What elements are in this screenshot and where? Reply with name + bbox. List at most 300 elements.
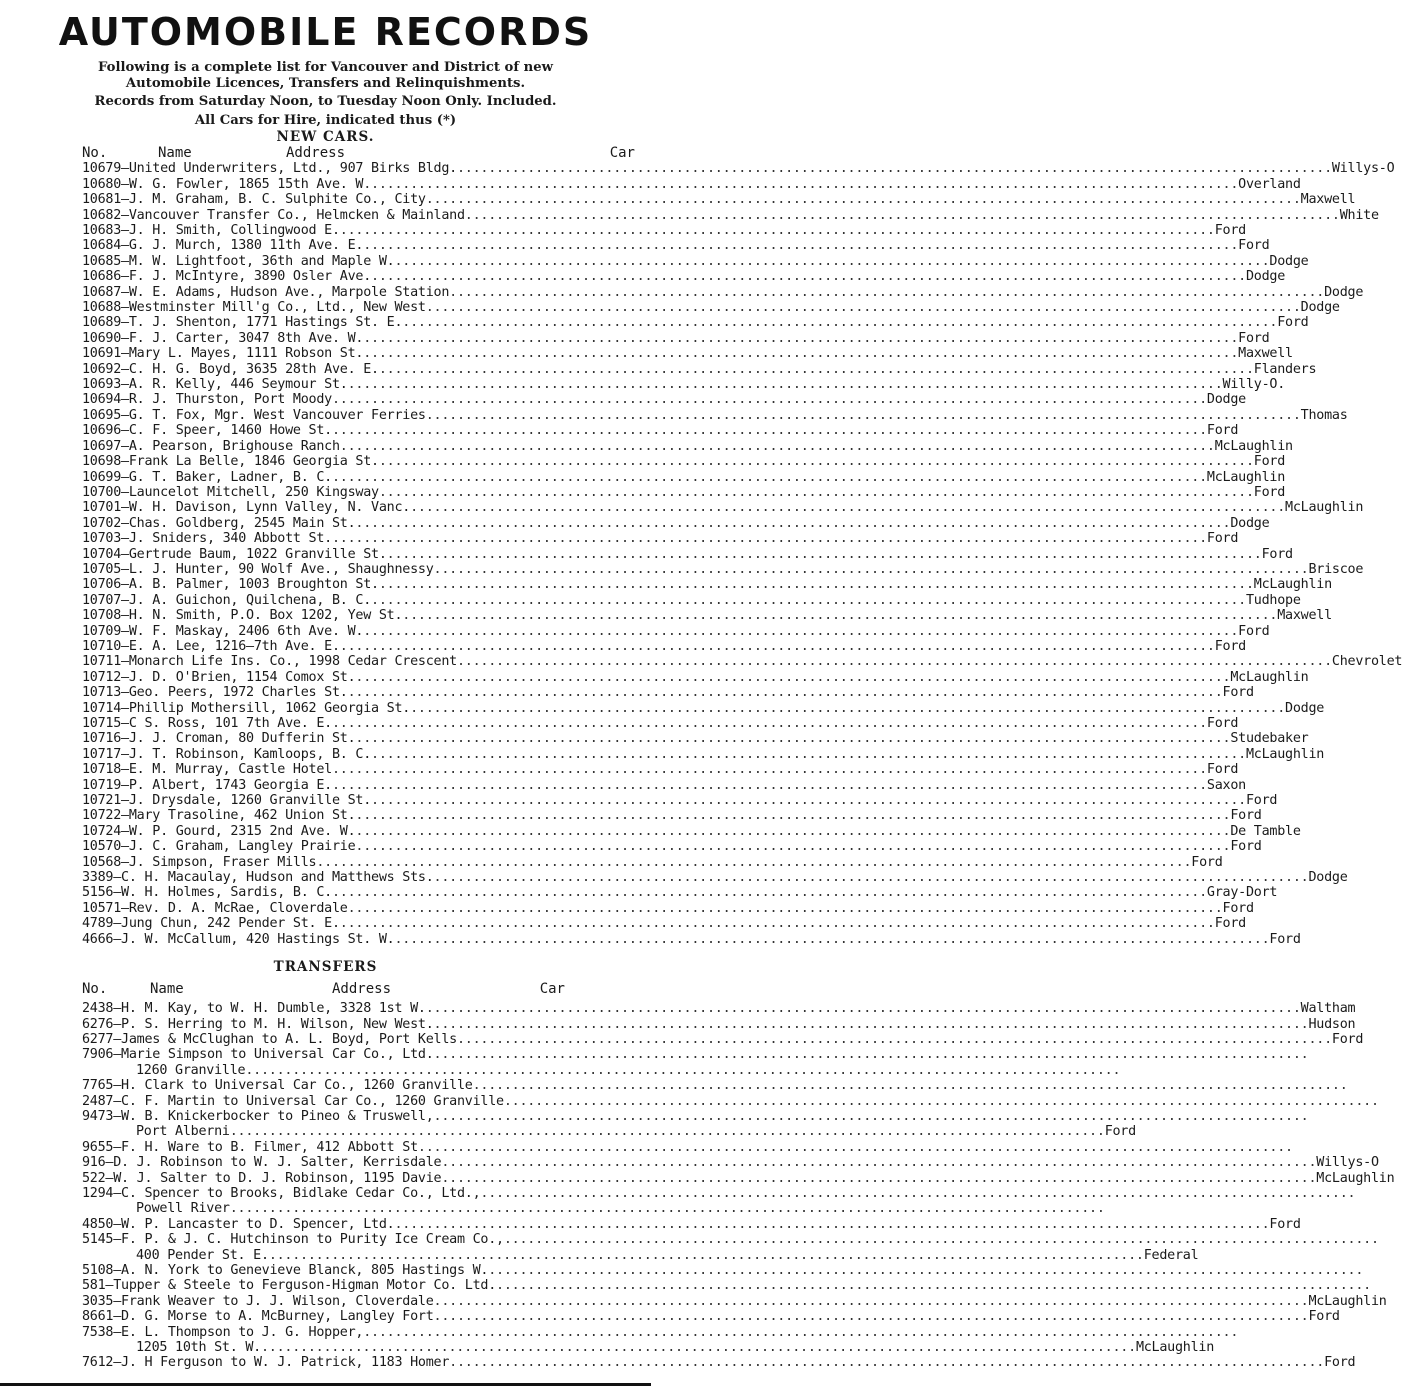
new-car-car-make: Dodge	[1245, 269, 1286, 285]
leader-dots	[363, 1325, 1238, 1340]
new-car-row	[82, 731, 1309, 747]
new-car-row	[82, 253, 1309, 269]
leader-dots	[394, 932, 1269, 947]
new-car-row	[82, 777, 1246, 793]
new-car-row	[82, 484, 1286, 500]
transfer-car-make: Ford	[1324, 1355, 1356, 1371]
new-car-entry-text: 10706—A. B. Palmer, 1003 Broughton St.	[82, 577, 379, 593]
new-car-entry-text: 10681—J. M. Graham, B. C. Sulphite Co., City	[82, 192, 426, 208]
leader-dots	[332, 392, 1207, 407]
leader-dots	[480, 1186, 1355, 1201]
new-car-entry-text: 10708—H. N. Smith, P.O. Box 1202, Yew St.	[82, 608, 403, 624]
new-car-row	[82, 346, 1293, 362]
transfer-entry-text: 7906—Marie Simpson to Universal Car Co., Ltd.	[82, 1047, 434, 1063]
new-car-entry-text: 10711—Monarch Life Ins. Co., 1998 Cedar Crescent	[82, 654, 457, 670]
leader-dots	[363, 624, 1238, 639]
new-car-car-make: Gray-Dort	[1206, 885, 1278, 901]
new-car-car-make: Dodge	[1269, 253, 1309, 269]
new-car-car-make: Ford	[1222, 900, 1254, 916]
new-car-car-make: Ford	[1238, 238, 1270, 254]
new-car-entry-text: 10717—J. T. Robinson, Kamloops, B. C.	[82, 746, 372, 762]
leader-dots	[332, 762, 1207, 777]
new-car-row	[82, 223, 1246, 238]
new-car-row	[82, 654, 1402, 670]
new-car-car-make: White	[1339, 207, 1379, 223]
transfer-row	[82, 1047, 639, 1062]
transfer-car-make: Hudson	[1308, 1016, 1356, 1032]
leader-dots	[457, 1032, 1332, 1047]
leader-dots	[379, 362, 1254, 377]
leader-dots	[426, 300, 1301, 315]
transfer-car-make: Federal	[1143, 1247, 1199, 1263]
new-car-entry-text: 5156—W. H. Holmes, Sardis, B. C.	[82, 885, 332, 901]
new-car-car-make: Ford	[1277, 315, 1309, 331]
leader-dots	[348, 901, 1223, 916]
leader-dots	[496, 1278, 1371, 1293]
transfer-row	[82, 1355, 1356, 1371]
col-address: Address	[332, 981, 392, 998]
new-car-car-make: Tudhope	[1245, 592, 1301, 608]
leader-dots	[434, 1309, 1309, 1324]
new-car-car-make: Maxwell	[1238, 346, 1293, 362]
transfer-row	[82, 1170, 1395, 1186]
transfer-car-make: Waltham	[1300, 1001, 1356, 1017]
new-car-row	[82, 746, 1325, 762]
transfer-car-make: Ford	[1331, 1031, 1364, 1047]
col-car: Car	[609, 145, 635, 162]
new-car-entry-text: 10690—F. J. Carter, 3047 8th Ave. W.	[82, 330, 364, 346]
transfer-row	[82, 1186, 639, 1201]
new-car-entry-text: 10683—J. H. Smith, Collingwood E.	[82, 223, 340, 238]
new-car-row	[82, 407, 1348, 423]
leader-dots	[371, 793, 1246, 808]
new-car-entry-text: 10713—Geo. Peers, 1972 Charles St.	[82, 685, 348, 701]
transfer-entry-text: Powell River	[136, 1201, 230, 1217]
new-cars-list	[82, 161, 1402, 947]
transfers-column-headers	[82, 981, 635, 997]
transfer-row	[82, 1263, 639, 1278]
new-car-car-make: McLaughlin	[1206, 469, 1286, 485]
new-car-entry-text: 10701—W. H. Davison, Lynn Valley, N. Vanc.	[82, 500, 411, 516]
new-car-row	[82, 330, 1270, 346]
leader-dots	[402, 315, 1277, 330]
transfer-row	[82, 1247, 1199, 1263]
new-car-row	[82, 900, 1254, 916]
new-car-row	[82, 638, 1246, 654]
transfer-car-make: Ford	[1104, 1124, 1136, 1140]
new-car-entry-text: 10716—J. J. Croman, 80 Dufferin St.	[82, 731, 356, 747]
transfer-entry-text: 5108—A. N. York to Genevieve Blanck, 805 Hastings W.	[82, 1263, 489, 1278]
bottom-rule	[0, 1383, 651, 1386]
transfer-entry-text: Port Alberni	[136, 1124, 230, 1140]
leader-dots	[418, 1140, 1293, 1155]
transfer-row	[82, 1078, 639, 1093]
new-car-entry-text: 10696—C. F. Speer, 1460 Howe St.	[82, 423, 332, 439]
leader-dots	[332, 423, 1207, 438]
new-car-row	[82, 839, 1262, 855]
transfer-car-make: McLaughlin	[1308, 1293, 1387, 1309]
new-car-entry-text: 10692—C. H. G. Boyd, 3635 28th Ave. E.	[82, 361, 379, 377]
new-car-entry-text: 10715—C S. Ross, 101 7th Ave. E.	[82, 716, 332, 731]
leader-dots	[379, 577, 1254, 592]
new-car-row	[82, 700, 1325, 716]
col-name: Name	[158, 145, 192, 162]
intro-line-1: Following is a complete list for Vancouver and District of new	[98, 60, 553, 75]
leader-dots	[230, 1124, 1105, 1139]
new-car-row	[82, 592, 1301, 608]
new-cars-heading: NEW CARS.	[276, 129, 375, 146]
leader-dots	[434, 1017, 1309, 1032]
new-car-entry-text: 3389—C. H. Macaulay, Hudson and Matthews Sts.	[82, 870, 434, 886]
new-car-car-make: Ford	[1206, 423, 1239, 439]
new-car-row	[82, 192, 1356, 208]
leader-dots	[245, 1063, 1120, 1078]
new-car-entry-text: 10680—W. G. Fowler, 1865 15th Ave. W	[82, 176, 364, 192]
new-car-entry-text: 10682—Vancouver Transfer Co., Helmcken & Mainland	[82, 207, 465, 223]
transfer-row	[82, 1140, 639, 1155]
transfer-car-make: Ford	[1308, 1309, 1340, 1325]
col-address: Address	[286, 145, 346, 162]
new-car-row	[82, 238, 1270, 254]
transfer-row	[82, 1155, 1379, 1171]
transfer-row	[82, 1109, 639, 1124]
new-car-row	[82, 854, 1223, 870]
transfer-row	[82, 1216, 1301, 1232]
new-car-entry-text: 10721—J. Drysdale, 1260 Granville St.	[82, 793, 372, 809]
new-car-car-make: Dodge	[1206, 392, 1246, 408]
leader-dots	[434, 1109, 1309, 1124]
transfer-entry-text: 581—Tupper & Steele to Ferguson-Higman Motor Co. Ltd.	[82, 1278, 497, 1294]
intro-line-2: Automobile Licences, Transfers and Relinquishments.	[125, 75, 526, 91]
new-car-entry-text: 10695—G. T. Fox, Mgr. West Vancouver Ferries	[82, 407, 426, 423]
leader-dots	[348, 377, 1223, 392]
new-car-entry-text: 10698—Frank La Belle, 1846 Georgia St.	[82, 454, 379, 470]
new-car-entry-text: 10688—Westminster Mill'g Co., Ltd., New West	[82, 300, 426, 316]
new-car-car-make: Ford	[1222, 685, 1254, 701]
leader-dots	[441, 1155, 1316, 1170]
new-car-entry-text: 10722—Mary Trasoline, 462 Union St.	[82, 808, 356, 824]
new-car-car-make: Chevrolet	[1331, 654, 1402, 670]
new-car-row	[82, 561, 1364, 577]
transfer-row	[82, 1031, 1364, 1047]
transfer-row	[82, 1340, 1215, 1356]
new-car-row	[82, 546, 1293, 562]
leader-dots	[355, 824, 1230, 839]
leader-dots	[340, 223, 1215, 238]
new-car-entry-text: 10700—Launcelot Mitchell, 250 Kingsway	[82, 484, 379, 500]
leader-dots	[457, 161, 1332, 176]
leader-dots	[449, 1355, 1324, 1370]
new-car-entry-text: 10704—Gertrude Baum, 1022 Granville St.	[82, 546, 387, 562]
new-car-entry-text: 10719—P. Albert, 1743 Georgia E.	[82, 777, 332, 793]
leader-dots	[457, 654, 1332, 669]
new-car-entry-text: 10697—A. Pearson, Brighouse Ranch	[82, 438, 340, 454]
new-car-car-make: Ford	[1230, 839, 1262, 855]
new-car-car-make: Ford	[1253, 454, 1286, 470]
transfer-row	[82, 1309, 1340, 1325]
new-car-row	[82, 762, 1239, 778]
leader-dots	[434, 870, 1309, 885]
new-car-car-make: Dodge	[1324, 284, 1364, 300]
col-name: Name	[150, 981, 184, 998]
leader-dots	[465, 208, 1340, 223]
leader-dots	[379, 485, 1254, 500]
leader-dots	[394, 254, 1269, 269]
transfer-entry-text: 7538—E. L. Thompson to J. G. Hopper,	[82, 1324, 364, 1340]
new-car-car-make: Thomas	[1300, 407, 1348, 423]
new-car-car-make: Saxon	[1206, 777, 1246, 793]
transfer-entry-text: 2438—H. M. Kay, to W. H. Dumble, 3328 1st W.	[82, 1001, 426, 1017]
new-car-car-make: Ford	[1191, 854, 1223, 870]
leader-dots	[363, 177, 1238, 192]
leader-dots	[449, 285, 1324, 300]
col-no: No.	[82, 145, 108, 162]
new-car-car-make: Dodge	[1308, 870, 1348, 886]
transfer-entry-text: 916—D. J. Robinson to W. J. Salter, Kerrisdale	[82, 1155, 442, 1171]
transfer-entry-text: 3035—Frank Weaver to J. J. Wilson, Cloverdale	[82, 1293, 434, 1309]
new-car-row	[82, 623, 1270, 639]
transfer-row	[82, 1063, 639, 1078]
transfer-entry-text: 7765—H. Clark to Universal Car Co., 1260 Granville	[82, 1078, 473, 1094]
leader-dots	[332, 531, 1207, 546]
new-car-car-make: Ford	[1214, 916, 1246, 932]
new-car-car-make: Ford	[1206, 531, 1239, 547]
new-car-car-make: Ford	[1230, 808, 1262, 824]
new-car-car-make: Ford	[1238, 330, 1270, 346]
transfer-row	[82, 1293, 1387, 1309]
intro-line-4: All Cars for Hire, indicated thus (*)	[194, 112, 457, 128]
new-car-entry-text: 10691—Mary L. Mayes, 1111 Robson St.	[82, 346, 364, 362]
new-cars-column-headers	[82, 145, 635, 161]
new-car-entry-text: 10686—F. J. McIntyre, 3890 Osler Ave.	[82, 269, 372, 285]
leader-dots	[230, 1201, 1105, 1216]
new-car-entry-text: 10705—L. J. Hunter, 90 Wolf Ave., Shaughnessy	[82, 561, 434, 577]
new-car-row	[82, 454, 1286, 470]
leader-dots	[332, 885, 1207, 900]
col-no: No.	[82, 981, 108, 998]
new-car-row	[82, 685, 1254, 701]
new-car-car-make: Ford	[1245, 793, 1278, 809]
new-car-row	[82, 300, 1340, 316]
new-car-row	[82, 823, 1301, 839]
transfer-row	[82, 1278, 639, 1293]
new-car-row	[82, 916, 1246, 932]
new-car-car-make: Willys-O	[1331, 161, 1395, 177]
new-car-car-make: De Tamble	[1230, 823, 1301, 839]
new-car-car-make: Dodge	[1230, 515, 1270, 531]
transfer-row	[82, 1325, 639, 1340]
new-car-row	[82, 931, 1301, 947]
leader-dots	[434, 1294, 1309, 1309]
new-car-car-make: Dodge	[1300, 300, 1340, 316]
new-car-entry-text: 10679—United Underwriters, Ltd., 907 Birks Bldg.	[82, 161, 457, 177]
new-car-entry-text: 10724—W. P. Gourd, 2315 2nd Ave. W.	[82, 823, 356, 839]
new-car-car-make: Willy-O.	[1222, 377, 1286, 393]
new-car-car-make: Ford	[1206, 762, 1239, 778]
new-car-entry-text: 10699—G. T. Baker, Ladner, B. C.	[82, 469, 332, 485]
new-car-car-make: Overland	[1238, 176, 1301, 192]
leader-dots	[355, 839, 1230, 854]
transfer-entry-text: 2487—C. F. Martin to Universal Car Co., 1260 Granville	[82, 1093, 504, 1109]
leader-dots	[371, 269, 1246, 284]
new-car-entry-text: 10710—E. A. Lee, 1216—7th Ave. E.	[82, 638, 340, 654]
new-car-row	[82, 423, 1239, 439]
new-car-entry-text: 10685—M. W. Lightfoot, 36th and Maple W.	[82, 253, 395, 269]
new-car-row	[82, 469, 1286, 485]
transfer-row	[82, 1124, 1136, 1140]
new-car-car-make: Ford	[1261, 546, 1293, 562]
new-car-row	[82, 269, 1286, 285]
new-car-entry-text: 10712—J. D. O'Brien, 1154 Comox St.	[82, 669, 356, 685]
transfer-car-make: McLaughlin	[1135, 1340, 1215, 1356]
new-car-entry-text: 10709—W. F. Maskay, 2406 6th Ave. W.	[82, 623, 364, 639]
leader-dots	[387, 547, 1262, 562]
new-car-car-make: Maxwell	[1277, 608, 1332, 624]
leader-dots	[473, 1078, 1348, 1093]
transfer-car-make: Willys-O	[1316, 1155, 1379, 1171]
leader-dots	[348, 685, 1223, 700]
new-car-row	[82, 438, 1293, 454]
new-car-entry-text: 4666—J. W. McCallum, 420 Hastings St. W.	[82, 931, 395, 947]
new-car-entry-text: 10684—G. J. Murch, 1380 11th Ave. E.	[82, 238, 364, 254]
leader-dots	[426, 192, 1301, 207]
new-car-row	[82, 531, 1239, 547]
leader-dots	[402, 608, 1277, 623]
leader-dots	[363, 238, 1238, 253]
new-car-entry-text: 10694—R. J. Thurston, Port Moody	[82, 392, 332, 408]
transfer-row	[82, 1232, 639, 1247]
leader-dots	[504, 1094, 1379, 1109]
new-car-entry-text: 10702—Chas. Goldberg, 2545 Main St.	[82, 515, 356, 531]
leader-dots	[269, 1248, 1144, 1263]
new-car-car-make: Ford	[1269, 931, 1301, 947]
new-car-entry-text: 10687—W. E. Adams, Hudson Ave., Marpole Station	[82, 284, 450, 300]
page-title: AUTOMOBILE RECORDS	[58, 10, 593, 54]
transfer-entry-text: 6276—P. S. Herring to M. H. Wilson, New West.	[82, 1016, 434, 1032]
new-car-row	[82, 377, 1286, 393]
transfer-row	[82, 1094, 639, 1109]
transfer-row	[82, 1001, 1356, 1017]
new-car-entry-text: 10714—Phillip Mothersill, 1062 Georgia St.	[82, 700, 411, 716]
new-car-row	[82, 669, 1309, 685]
intro-line-3: Records from Saturday Noon, to Tuesday Noon Only. Included.	[94, 94, 557, 110]
leader-dots	[441, 1171, 1316, 1186]
leader-dots	[371, 747, 1246, 762]
leader-dots	[363, 331, 1238, 346]
new-car-car-make: Flanders	[1253, 361, 1317, 377]
col-car: Car	[539, 981, 565, 998]
new-car-row	[82, 161, 1395, 177]
new-car-entry-text: 10568—J. Simpson, Fraser Mills	[82, 854, 317, 870]
new-car-row	[82, 207, 1379, 223]
leader-dots	[355, 808, 1230, 823]
new-car-car-make: Ford	[1253, 484, 1286, 500]
new-car-row	[82, 361, 1317, 377]
new-car-entry-text: 10693—A. R. Kelly, 446 Seymour St.	[82, 377, 348, 393]
new-car-row	[82, 392, 1246, 408]
leader-dots	[394, 1217, 1269, 1232]
new-car-row	[82, 515, 1270, 531]
leader-dots	[410, 500, 1285, 515]
leader-dots	[410, 701, 1285, 716]
leader-dots	[355, 731, 1230, 746]
transfer-entry-text: 9655—F. H. Ware to B. Filmer, 412 Abbott St	[82, 1139, 418, 1155]
transfer-entry-text: 6277—James & McClughan to A. L. Boyd, Port Kells	[82, 1031, 457, 1047]
leader-dots	[316, 855, 1191, 870]
new-car-car-make: McLaughlin	[1245, 746, 1325, 762]
leader-dots	[340, 439, 1215, 454]
new-car-row	[82, 885, 1278, 901]
transfer-car-make: Ford	[1269, 1216, 1301, 1232]
new-car-row	[82, 315, 1309, 331]
transfers-heading: TRANSFERS	[273, 959, 378, 976]
leader-dots	[332, 470, 1207, 485]
new-car-entry-text: 10707—J. A. Guichon, Quilchena, B. C.	[82, 592, 372, 608]
leader-dots	[332, 716, 1207, 731]
new-car-row	[82, 577, 1332, 593]
new-car-row	[82, 870, 1348, 886]
new-car-row	[82, 716, 1239, 731]
transfer-entry-text: 7612—J. H Ferguson to W. J. Patrick, 1183 Homer	[82, 1355, 450, 1371]
new-car-entry-text: 4789—Jung Chun, 242 Pender St. E.	[82, 916, 340, 932]
new-car-row	[82, 284, 1364, 300]
new-car-car-make: McLaughlin	[1214, 438, 1293, 454]
new-car-entry-text: 10718—E. M. Murray, Castle Hotel	[82, 762, 332, 778]
new-car-car-make: Studebaker	[1230, 731, 1309, 747]
leader-dots	[504, 1232, 1379, 1247]
new-car-car-make: McLaughlin	[1285, 500, 1364, 516]
new-car-car-make: McLaughlin	[1253, 577, 1332, 593]
new-car-row	[82, 608, 1332, 624]
transfer-entry-text: 400 Pender St. E.	[136, 1247, 269, 1263]
leader-dots	[371, 593, 1246, 608]
leader-dots	[434, 562, 1309, 577]
transfer-entry-text: 8661—D. G. Morse to A. McBurney, Langley Fort	[82, 1309, 434, 1325]
transfer-entry-text: 1260 Granville	[136, 1062, 246, 1078]
transfer-entry-text: 1205 10th St. W.	[136, 1340, 261, 1356]
leader-dots	[355, 516, 1230, 531]
new-car-car-make: Briscoe	[1308, 561, 1364, 577]
leader-dots	[332, 778, 1207, 793]
new-car-row	[82, 176, 1301, 192]
leader-dots	[261, 1340, 1136, 1355]
new-car-car-make: Ford	[1238, 623, 1270, 639]
new-car-car-make: Ford	[1206, 716, 1239, 731]
new-car-entry-text: 10689—T. J. Shenton, 1771 Hastings St. E.	[82, 315, 403, 331]
leader-dots	[355, 670, 1230, 685]
transfer-entry-text: 1294—C. Spencer to Brooks, Bidlake Cedar Co., Ltd.,	[82, 1185, 481, 1201]
new-car-car-make: Dodge	[1285, 700, 1325, 716]
transfer-entry-text: 5145—F. P. & J. C. Hutchinson to Purity Ice Cream Co.,	[82, 1232, 504, 1248]
leader-dots	[434, 1047, 1309, 1062]
leader-dots	[363, 346, 1238, 361]
leader-dots	[379, 454, 1254, 469]
new-car-car-make: Maxwell	[1300, 192, 1356, 208]
new-car-row	[82, 793, 1278, 809]
transfers-list	[82, 1001, 1395, 1371]
new-car-entry-text: 10703—J. Sniders, 340 Abbott St.	[82, 531, 332, 547]
leader-dots	[340, 639, 1215, 654]
new-car-car-make: Ford	[1214, 223, 1246, 238]
transfer-row	[82, 1201, 639, 1216]
transfer-entry-text: 4850—W. P. Lancaster to D. Spencer, Ltd.	[82, 1216, 395, 1232]
new-car-row	[82, 808, 1262, 824]
new-car-car-make: Ford	[1214, 638, 1246, 654]
new-car-car-make: McLaughlin	[1230, 669, 1309, 685]
new-car-row	[82, 500, 1364, 516]
leader-dots	[340, 916, 1215, 931]
leader-dots	[488, 1263, 1363, 1278]
